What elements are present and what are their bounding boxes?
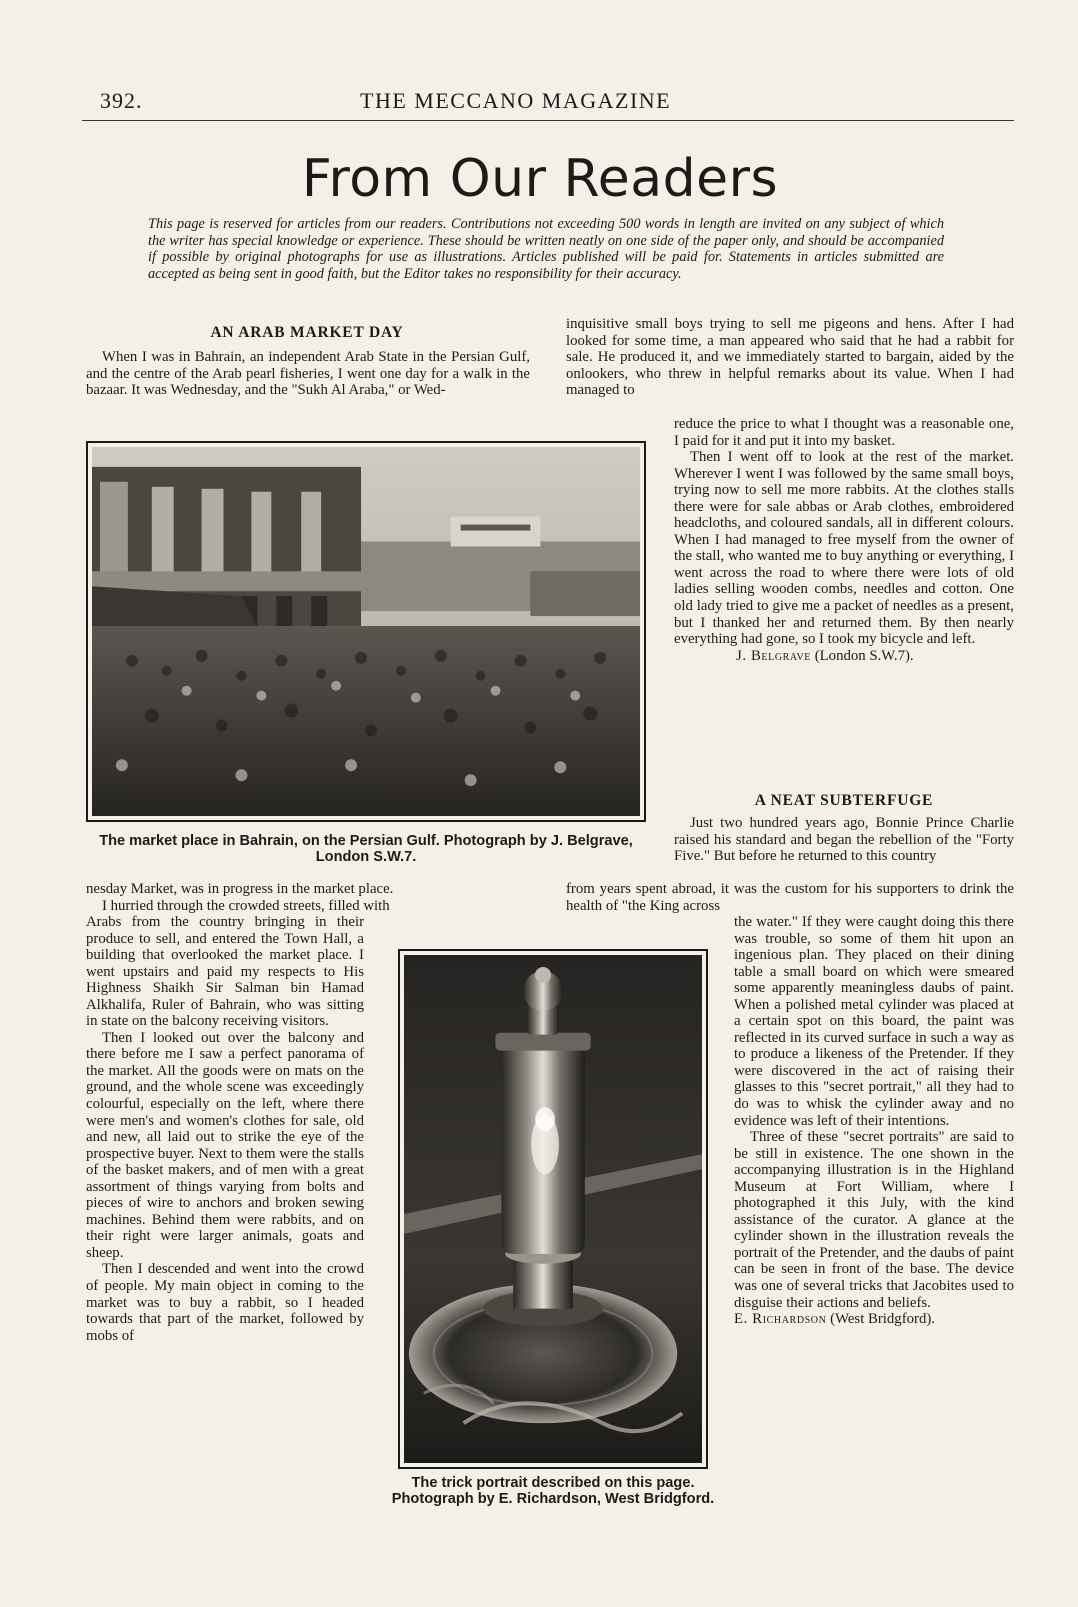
article2-paragraph-2: Three of these "secret portraits" are said to be still in existence. The one shown in the accompanying illustration is in the Highland Museum at Fort William, where I photographed it this July, with the kind assistance of the curator. A glance at the cylinder shown in the illustration reveals the portrait of the Pretender, and the daubs of paint can be seen in front of the base. The device was one of several tricks that Jacobites used to disguise their actions and beliefs.: [734, 1129, 1014, 1311]
article1-paragraph-2-start: I hurried through the crowded streets, filled with: [102, 897, 390, 914]
article1-paragraph-5-continued: reduce the price to what I thought was a reasonable one, I paid for it and put it into my basket.: [674, 416, 1014, 449]
magazine-title: THE MECCANO MAGAZINE: [360, 88, 672, 113]
article2-paragraph-1: Just two hundred years ago, Bonnie Prince Charlie raised his standard and began the rebellion of the "Forty Five." But before he returned to this country: [674, 815, 1014, 865]
article-heading-arab-market: AN ARAB MARKET DAY: [210, 324, 404, 341]
article2-column-top: [674, 815, 1014, 865]
article2-author: E. Richardson: [734, 1311, 827, 1328]
article1-author-location: (London S.W.7).: [814, 647, 914, 664]
article1-column-top: [86, 349, 530, 399]
article2-author-location: (West Bridgford).: [830, 1311, 935, 1328]
page-title: From Our Readers: [301, 149, 779, 209]
article2-paragraph-1-full-width: from years spent abroad, it was the custom for his supporters to drink the health of "the King across: [566, 881, 1014, 914]
page-number: 392.: [100, 88, 143, 113]
article1-author: J. Belgrave: [736, 647, 811, 664]
article1-byline: [674, 648, 1014, 665]
market-photo-image: [92, 447, 640, 816]
article1-paragraph-4: Then I descended and went into the crowd of people. My main object in coming to the market was to buy a rabbit, so I headed towards that part of the market, followed by mobs of: [86, 1261, 364, 1344]
article1-paragraph-1: When I was in Bahrain, an independent Arab State in the Persian Gulf, and the centre of the Arab pearl fisheries, I went one day for a walk in the bazaar. It was Wednesday, and the "Sukh Al Araba," or Wed-: [86, 349, 530, 399]
market-photo: [86, 441, 646, 822]
trick-portrait-photo: [398, 949, 708, 1469]
article2-paragraph-1-continued: the water." If they were caught doing this there was trouble, so some of them hit upon an ingenious plan. They placed on their dining table a small board on which were smeared some apparently meaningless daubs of paint. When a polished metal cylinder was placed at a certain spot on this board, the paint was reflected in its curved surface in such a way as to produce a likeness of the Pretender. If they were discovered in the act of raising their glasses to this "secret portrait," all they had to do was to whisk the cylinder away and no evidence was left of their intentions.: [734, 914, 1014, 1129]
article1-paragraph-2: Arabs from the country bringing in their produce to sell, and entered the Town Hall, a building that overlooked the market place. I went upstairs and paid my respects to His Highness Shaikh Sir Salman bin Hamad Alkhalifa, Ruler of Bahrain, who was sitting in state on the balcony receiving visitors.: [86, 914, 364, 1030]
article1-right-column-top: [566, 316, 1014, 399]
market-photo-caption: The market place in Bahrain, on the Persian Gulf. Photograph by J. Belgrave, London S.W.7.: [99, 833, 633, 866]
article1-narrow-column: [86, 914, 364, 1344]
article1-paragraph-3: Then I looked out over the balcony and there before me I saw a perfect panorama of the market. All the goods were on mats on the ground, and the whole scene was exceedingly colourful, especially on the left, where there were men's and women's clothes for sale, old and new, all laid out to strike the eye of the prospective buyer. Next to them were the stalls of the basket makers, and of men with a great assortment of things varying from bolts and pieces of wire to anchors and broken sewing machines. Behind them were rabbits, and on their right were larger animals, goats and sheep.: [86, 1029, 364, 1261]
article1-paragraph-5: inquisitive small boys trying to sell me pigeons and hens. After I had looked for some time, a man appeared who said that he had a rabbit for sale. He produced it, and we immediately started to bargain, aided by the onlookers, who threw in helpful remarks about its value. When I had managed to: [566, 316, 1014, 399]
trick-portrait-caption: The trick portrait described on this page. Photograph by E. Richardson, West Bridgford.: [391, 1475, 715, 1508]
article1-column-continued: [86, 881, 530, 914]
article-heading-neat-subterfuge: A NEAT SUBTERFUGE: [754, 792, 934, 809]
header-rule: [82, 120, 1014, 121]
article1-paragraph-6: Then I went off to look at the rest of the market. Wherever I went I was followed by the same small boys, trying now to sell me more rabbits. At the clothes stalls there were for sale abbas or Arab clothes, embroidered headcloths, and coloured sandals, all in different colours. When I had managed to free myself from the owner of the stall, who wanted me to buy anything or everything, I went across the road to where there were lots of old ladies selling wooden combs, needles and cotton. One old lady tried to give me a packet of needles as a present, but I thanked her and returned them. By then nearly everything had gone, so I took my bicycle and left.: [674, 449, 1014, 648]
article2-byline: [734, 1311, 1014, 1328]
article1-paragraph-1-continued: nesday Market, was in progress in the market place.: [86, 881, 394, 897]
article1-right-column-narrow: [674, 416, 1014, 664]
article2-column-full: [566, 881, 1014, 914]
article2-narrow-column: [734, 914, 1014, 1328]
trick-portrait-image: [404, 955, 702, 1463]
intro-notice: This page is reserved for articles from our readers. Contributions not exceeding 500 words in length are invited on any subject of which the writer has special knowledge or experience. These should be written neatly on one side of the paper only, and should be accompanied if possible by original photographs for use as illustrations. Articles published will be paid for. Statements in articles submitted are accepted as being sent in good faith, but the Editor takes no responsibility for their accuracy.: [148, 216, 944, 282]
